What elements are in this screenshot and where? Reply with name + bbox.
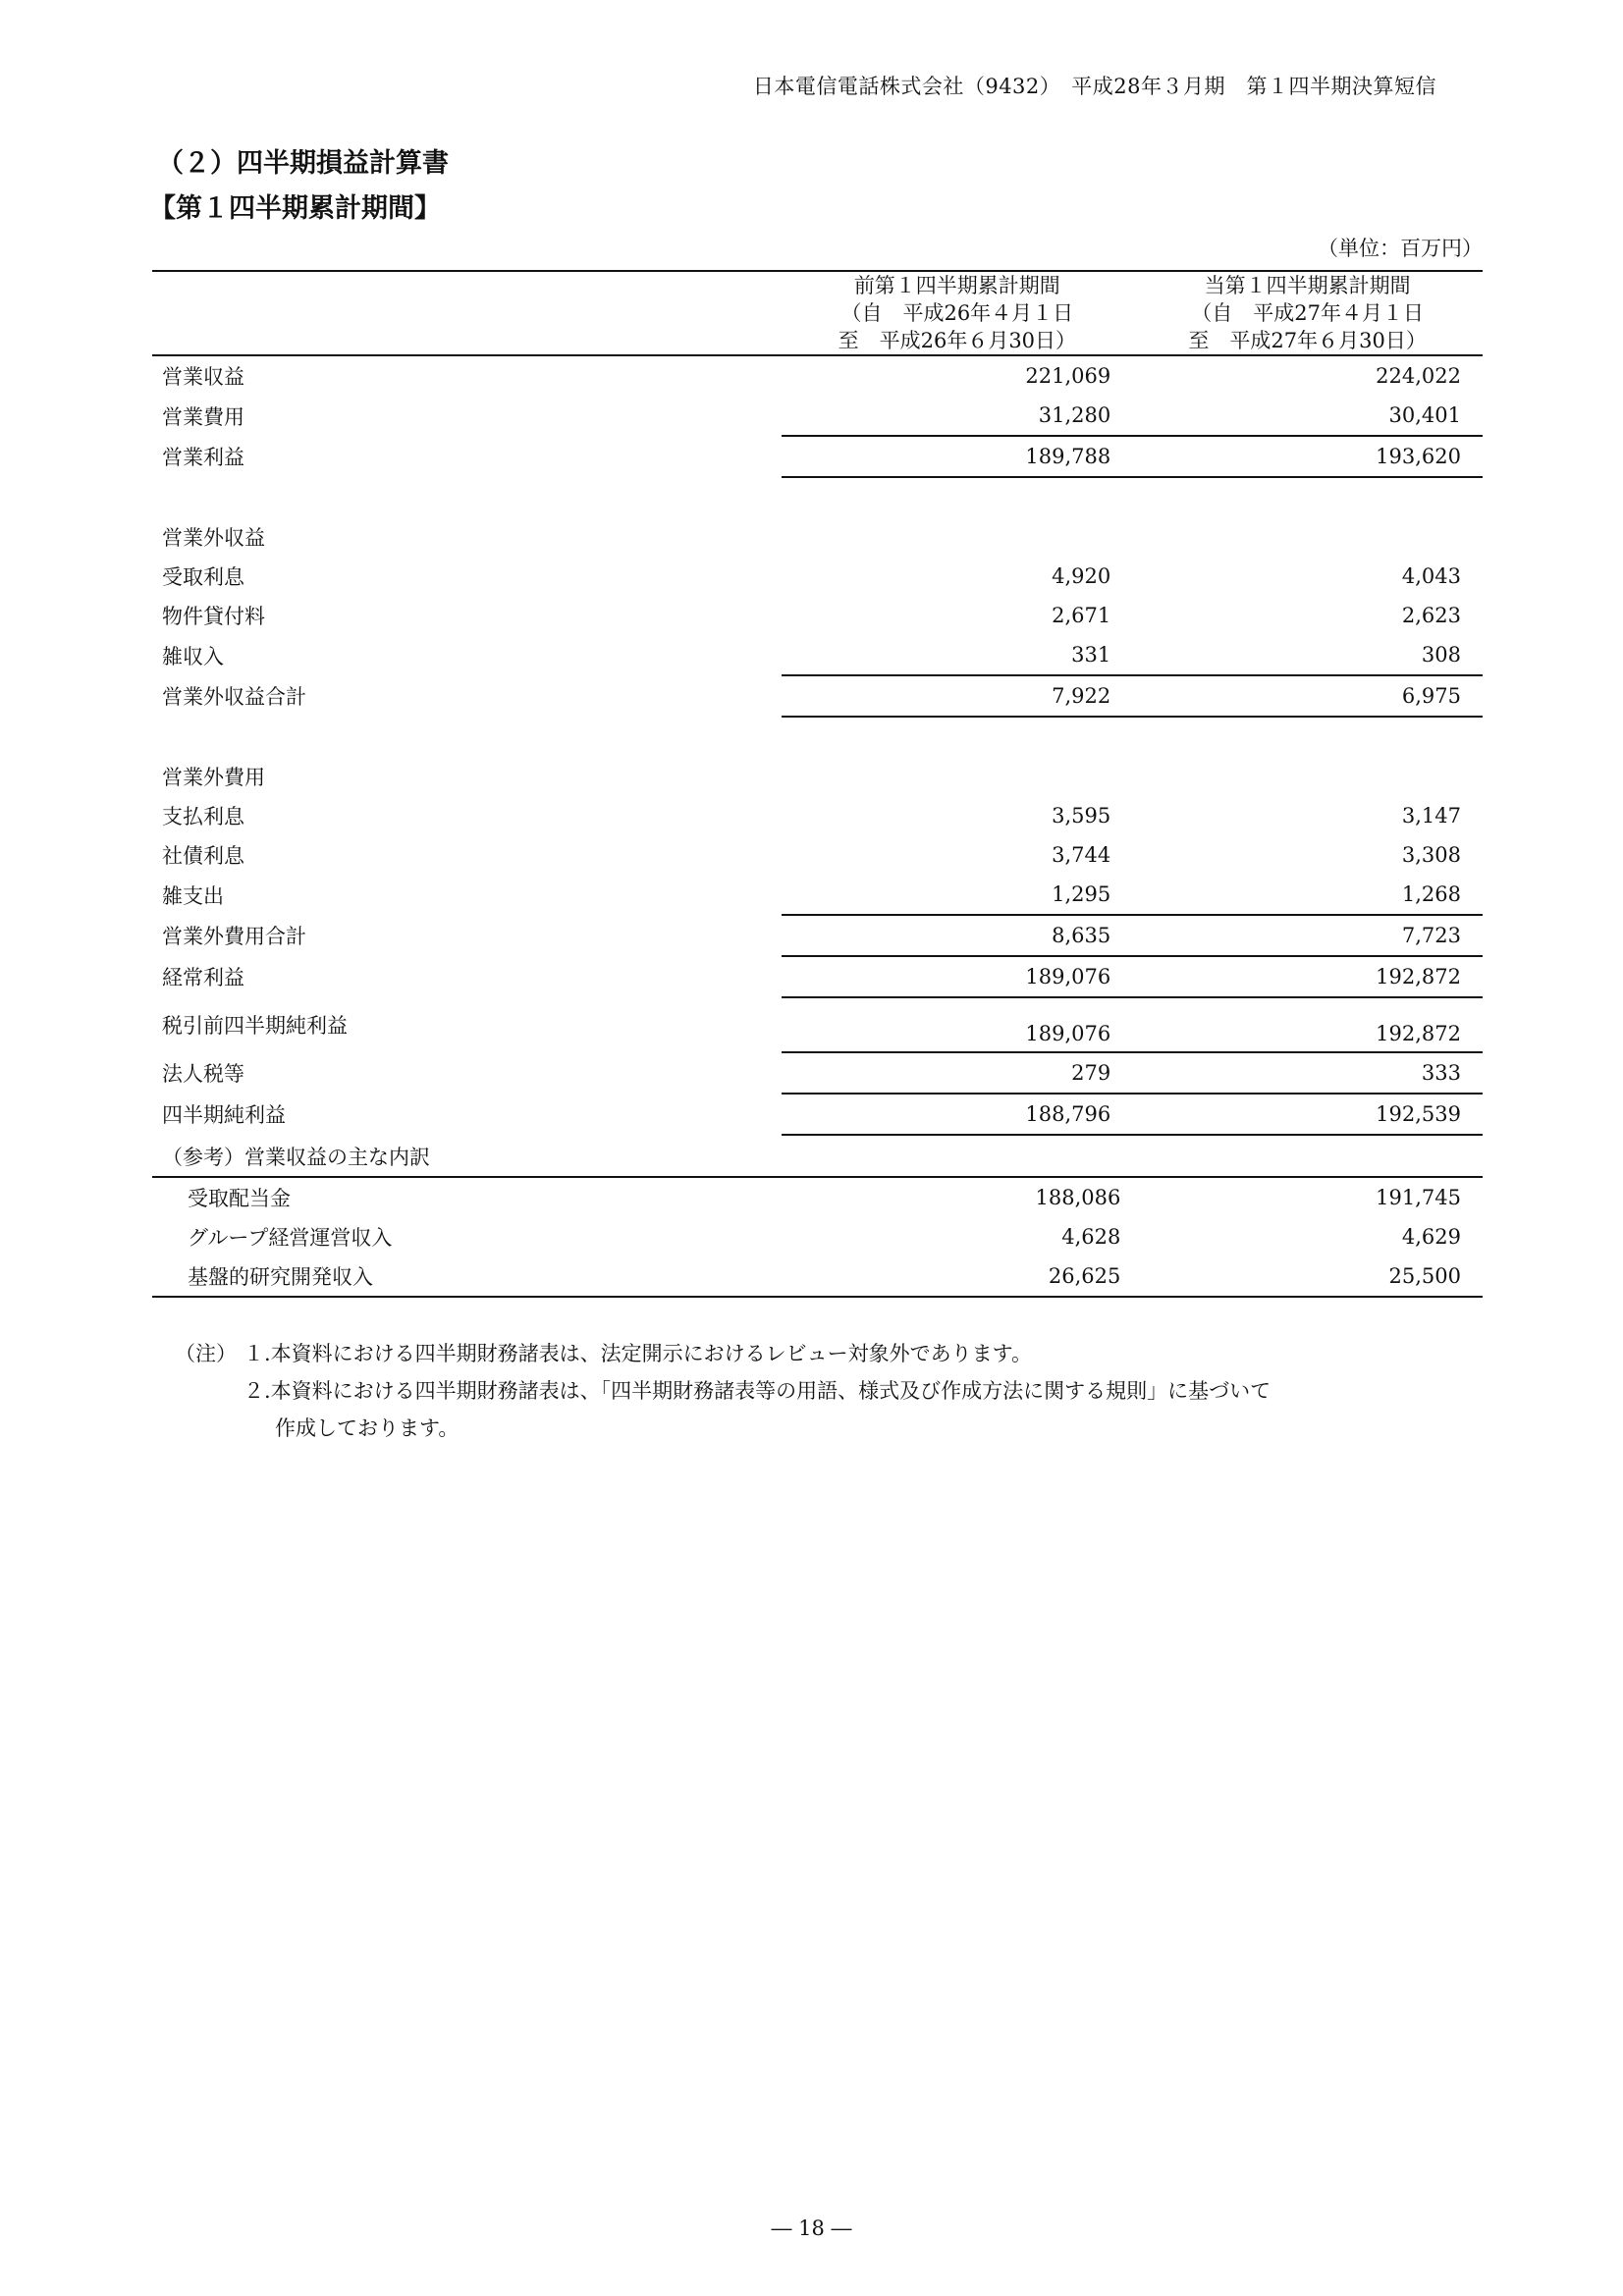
table-row: 社債利息 3,744 3,308: [162, 843, 1461, 868]
note-item: （注） １.本資料における四半期財務諸表は、法定開示におけるレビュー対象外であります。: [175, 1335, 1490, 1372]
spacer-row: [152, 477, 1483, 517]
table-row: 営業収益 221,069 224,022: [162, 364, 1461, 389]
table-row: 法人税等 279 333: [152, 1052, 1483, 1094]
reference-caption: （参考）営業収益の主な内訳: [152, 1137, 1483, 1177]
table-header-row: [152, 271, 1483, 355]
note-continuation: 作成しております。: [275, 1416, 460, 1440]
document-header: 日本電信電話株式会社（9432） 平成28年３月期 第１四半期決算短信: [752, 75, 1436, 98]
table-row: グループ経営運営収入 4,628 4,629: [188, 1225, 1461, 1250]
table-row: 雑支出 1,295 1,268: [152, 875, 1483, 915]
column-header-prev: 前第１四半期累計期間 （自 平成26年４月１日 至 平成26年６月30日）: [782, 271, 1132, 355]
table-row: 経常利益 189,076 192,872: [152, 956, 1483, 997]
table-row: 四半期純利益 188,796 192,539: [152, 1094, 1483, 1135]
table-row: 営業費用 31,280 30,401: [152, 396, 1483, 436]
table-row: 受取利息 4,920 4,043: [162, 564, 1461, 589]
column-header-cur: 当第１四半期累計期間 （自 平成27年４月１日 至 平成27年６月30日）: [1132, 271, 1483, 355]
notes: [175, 1335, 1490, 1447]
table-row: 営業外収益: [162, 526, 265, 550]
table-row: 支払利息 3,595 3,147: [162, 804, 1461, 828]
spacer-row: [152, 717, 1483, 757]
header-blank: [152, 271, 782, 355]
page-number: ― 18 ―: [771, 2216, 852, 2240]
table-row: 営業外費用: [162, 766, 265, 789]
note-item: ２.本資料における四半期財務諸表は、「四半期財務諸表等の用語、様式及び作成方法に関する規則」に基づいて: [243, 1379, 1271, 1403]
table-row: 受取配当金 188,086 191,745: [188, 1186, 1461, 1210]
table-row: 営業外費用合計 8,635 7,723: [152, 915, 1483, 956]
table-row: 営業外収益合計 7,922 6,975: [152, 675, 1483, 717]
table-row: 基盤的研究開発収入 26,625 25,500: [152, 1256, 1483, 1297]
table-row: 物件貸付料 2,671 2,623: [162, 604, 1461, 628]
table-row: 営業利益 189,788 193,620: [152, 436, 1483, 477]
reference-caption-row: [152, 1137, 1483, 1177]
table-row: 税引前四半期純利益 189,076 192,872: [152, 997, 1483, 1052]
income-statement-table: [152, 270, 1483, 1136]
unit-label: （単位：百万円）: [1318, 237, 1483, 260]
period-title: 【第１四半期累計期間】: [149, 193, 441, 224]
notes-tag: （注）: [175, 1342, 237, 1365]
table-row: 雑収入 331 308: [152, 635, 1483, 675]
reference-table: [152, 1137, 1483, 1298]
section-title: （２）四半期損益計算書: [157, 148, 449, 179]
